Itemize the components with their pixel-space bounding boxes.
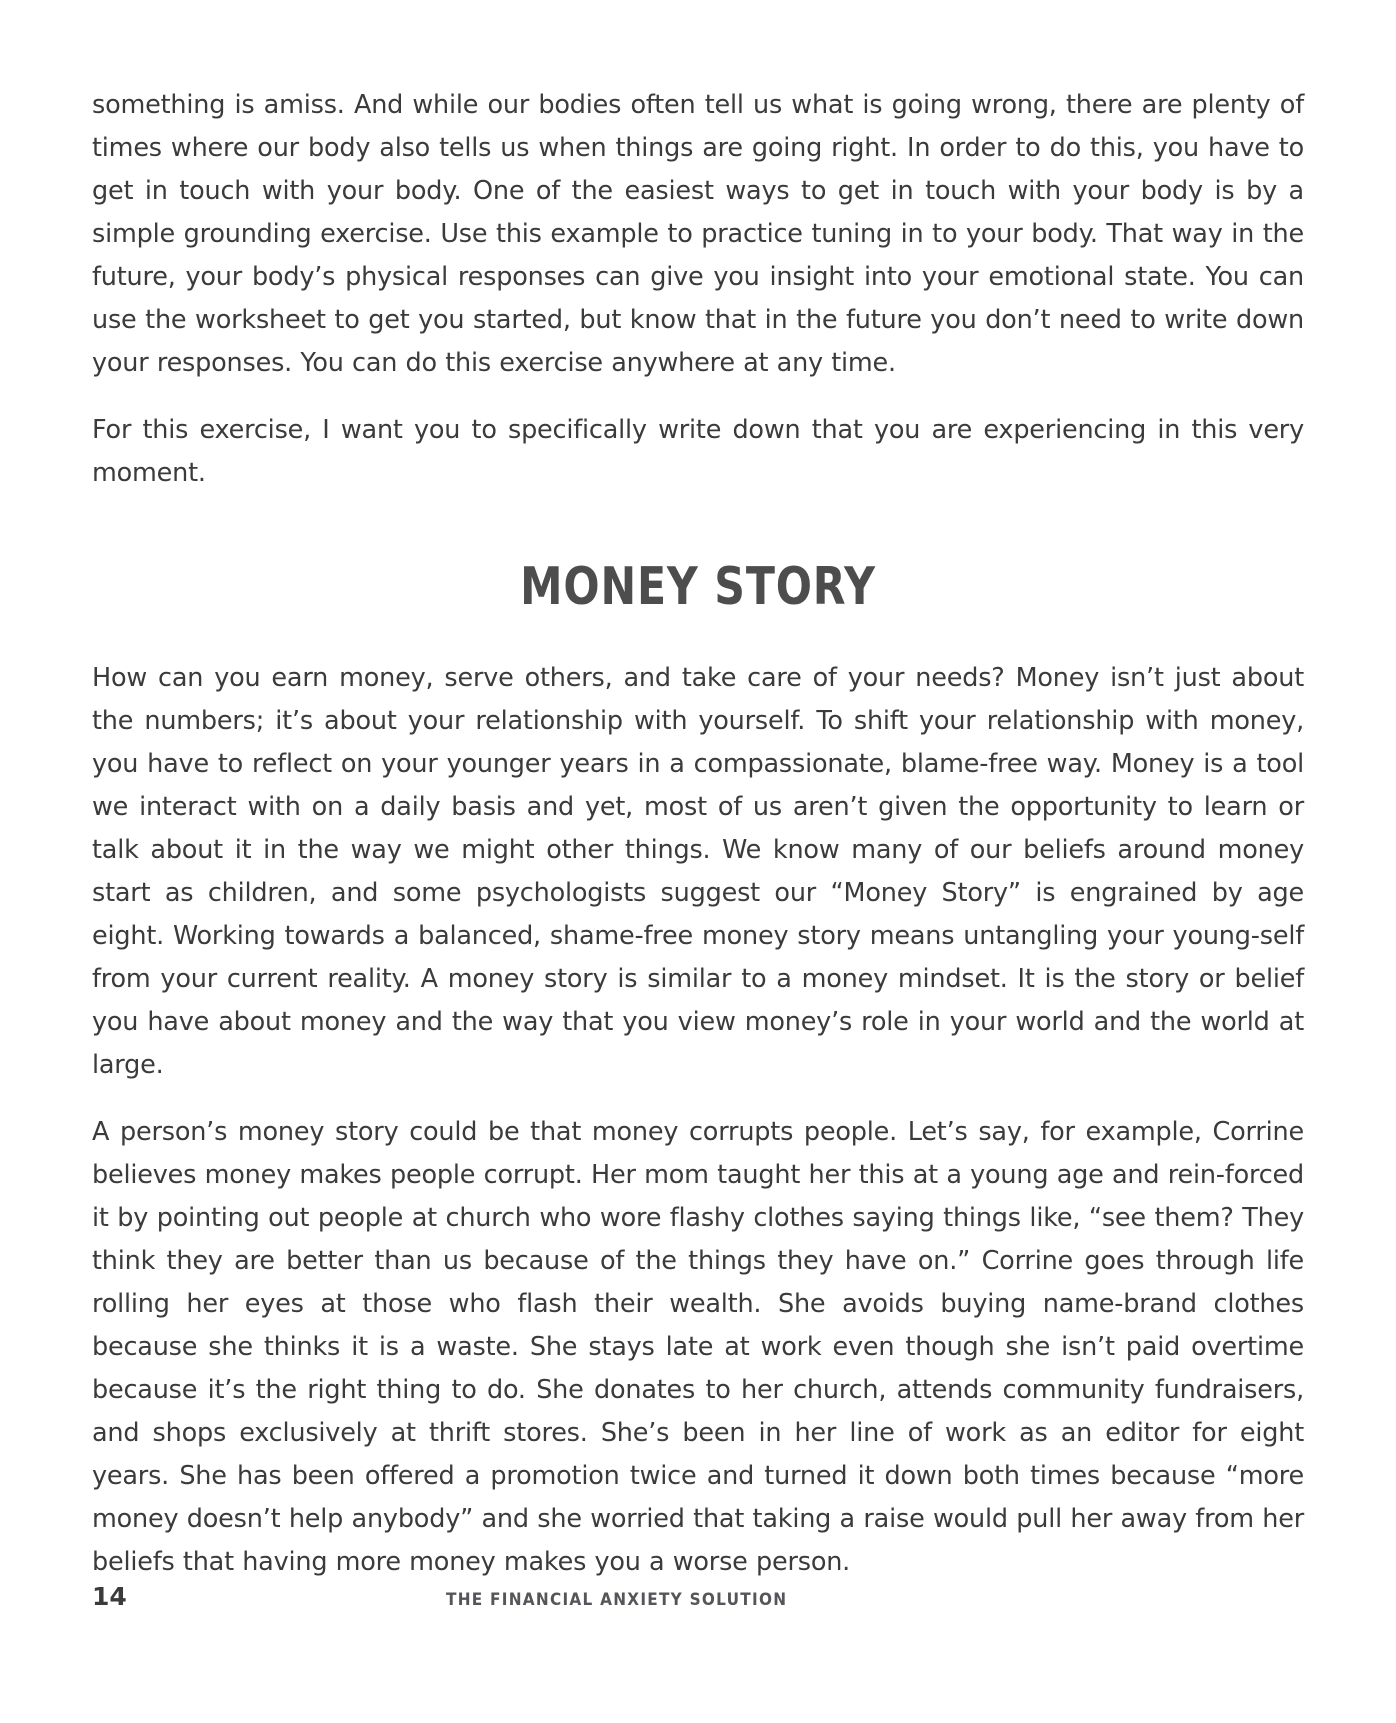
paragraph-continuation: something is amiss. And while our bodies often tell us what is going wrong, there are plenty of times where our body also tells us when things are going right. In order to do this, you have to get in touch with your body. One of the easiest ways to get in touch with your body is by a simple grounding exercise. Use this example to practice tuning in to your body. That way in the future, your body’s physical responses can give you insight into your emotional state. You can use the worksheet to get you started, but know that in the future you don’t need to write down your responses. You can do this exercise anywhere at any time. <box>92 90 1304 378</box>
book-title-footer: THE FINANCIAL ANXIETY SOLUTION <box>446 1590 788 1610</box>
page-footer <box>92 1582 1304 1611</box>
page-number: 14 <box>92 1582 127 1611</box>
paragraph-money-story-intro: How can you earn money, serve others, and take care of your needs? Money isn’t just about the numbers; it’s about your relationship with yourself. To shift your relationship with money, you have to reflect on your younger years in a compassionate, blame-free way. Money is a tool we interact with on a daily basis and yet, most of us aren’t given the opportunity to learn or talk about it in the way we might other things. We know many of our beliefs around money start as children, and some psychologists suggest our “Money Story” is engrained by age eight. Working towards a balanced, shame-free money story means untangling your young-self from your current reality. A money story is similar to a money mindset. It is the story or belief you have about money and the way that you view money’s role in your world and the world at large. <box>92 663 1304 1080</box>
paragraph-exercise-instruction: For this exercise, I want you to specifically write down that you are experiencing in this very moment. <box>92 415 1304 488</box>
paragraph-corrine-example: A person’s money story could be that money corrupts people. Let’s say, for example, Corrine believes money makes people corrupt. Her mom taught her this at a young age and rein-forced it by pointing out people at church who wore flashy clothes saying things like, “see them? They think they are better than us because of the things they have on.” Corrine goes through life rolling her eyes at those who flash their wealth. She avoids buying name-brand clothes because she thinks it is a waste. She stays late at work even though she isn’t paid overtime because it’s the right thing to do. She donates to her church, attends community fundraisers, and shops exclusively at thrift stores. She’s been in her line of work as an editor for eight years. She has been offered a promotion twice and turned it down both times because “more money doesn’t help anybody” and she worried that taking a raise would pull her away from her beliefs that having more money makes you a worse person. <box>92 1117 1304 1577</box>
section-heading-money-story: MONEY STORY <box>520 557 876 617</box>
